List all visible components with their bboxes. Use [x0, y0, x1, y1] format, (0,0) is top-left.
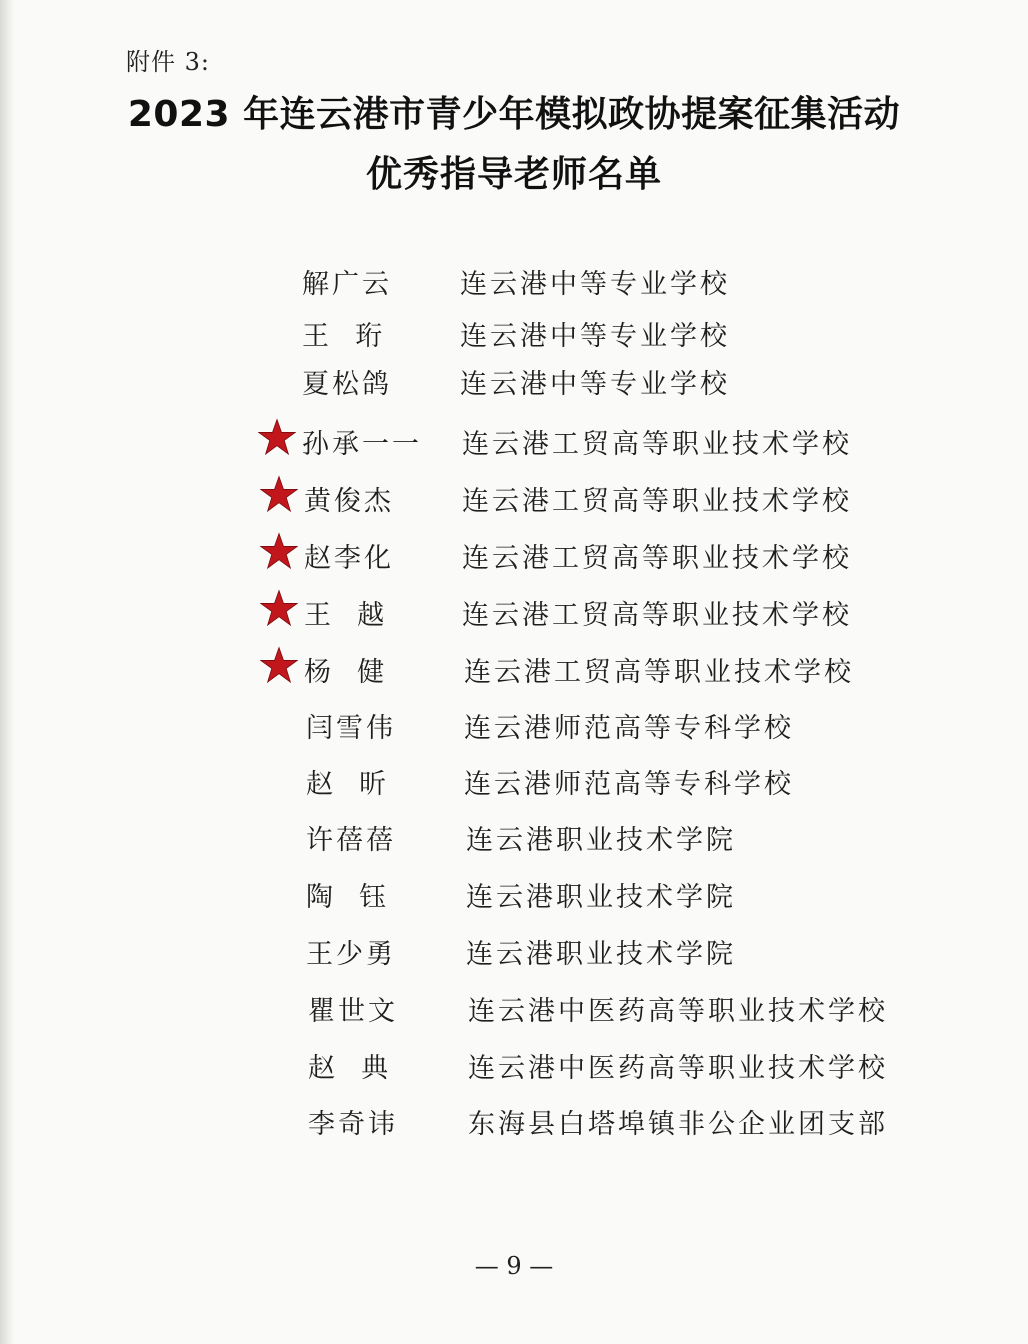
red-star-icon [260, 475, 298, 513]
list-item [0, 875, 1028, 925]
school-name: 连云港职业技术学院 [466, 882, 736, 913]
list-item [0, 536, 1028, 586]
list-item [0, 932, 1028, 982]
school-name: 连云港工贸高等职业技术学校 [464, 657, 854, 688]
teacher-name: 赵 昕 [306, 769, 390, 800]
school-name: 东海县白塔埠镇非公企业团支部 [468, 1109, 888, 1140]
school-name: 连云港师范高等专科学校 [464, 769, 794, 800]
school-name: 连云港中等专业学校 [460, 369, 730, 400]
document-title-line-1: 2023 年连云港市青少年模拟政协提案征集活动 [127, 94, 901, 135]
school-name: 连云港中医药高等职业技术学校 [468, 1053, 888, 1084]
red-star-icon [260, 646, 298, 684]
teacher-name: 瞿世文 [308, 996, 398, 1027]
teacher-name: 赵李化 [304, 543, 394, 574]
list-item [0, 989, 1028, 1039]
teacher-name: 闫雪伟 [306, 713, 396, 744]
teacher-name: 王少勇 [306, 939, 396, 970]
list-item [0, 262, 1028, 312]
school-name: 连云港中等专业学校 [460, 269, 730, 300]
teacher-name: 黄俊杰 [304, 486, 394, 517]
school-name: 连云港中医药高等职业技术学校 [468, 996, 888, 1027]
teacher-name: 王 珩 [302, 321, 386, 352]
school-name: 连云港工贸高等职业技术学校 [462, 486, 852, 517]
teacher-name: 陶 钰 [306, 882, 390, 913]
list-item [0, 479, 1028, 529]
red-star-icon [260, 589, 298, 627]
list-item [0, 593, 1028, 643]
list-item [0, 650, 1028, 700]
page-number: — 9 — [474, 1252, 554, 1280]
list-item [0, 362, 1028, 412]
teacher-name: 王 越 [304, 600, 388, 631]
teacher-name: 解广云 [302, 269, 392, 300]
school-name: 连云港师范高等专科学校 [464, 713, 794, 744]
school-name: 连云港职业技术学院 [466, 939, 736, 970]
school-name: 连云港工贸高等职业技术学校 [462, 543, 852, 574]
school-name: 连云港工贸高等职业技术学校 [462, 429, 852, 460]
list-item [0, 762, 1028, 812]
school-name: 连云港职业技术学院 [466, 825, 736, 856]
teacher-name: 李奇讳 [308, 1109, 398, 1140]
red-star-icon [260, 532, 298, 570]
teacher-name: 夏松鸽 [302, 369, 392, 400]
teacher-name: 赵 典 [308, 1053, 392, 1084]
teacher-name: 许蓓蓓 [306, 825, 396, 856]
teacher-name: 孙承一一 [302, 429, 422, 460]
list-item [0, 422, 1028, 472]
list-item [0, 314, 1028, 364]
list-item [0, 818, 1028, 868]
list-item [0, 706, 1028, 756]
red-star-icon [258, 418, 296, 456]
list-item [0, 1046, 1028, 1096]
attachment-label: 附件 3: [126, 48, 210, 76]
teacher-name: 杨 健 [304, 657, 388, 688]
school-name: 连云港中等专业学校 [460, 321, 730, 352]
school-name: 连云港工贸高等职业技术学校 [462, 600, 852, 631]
list-item [0, 1102, 1028, 1152]
document-title-line-2: 优秀指导老师名单 [365, 154, 662, 195]
